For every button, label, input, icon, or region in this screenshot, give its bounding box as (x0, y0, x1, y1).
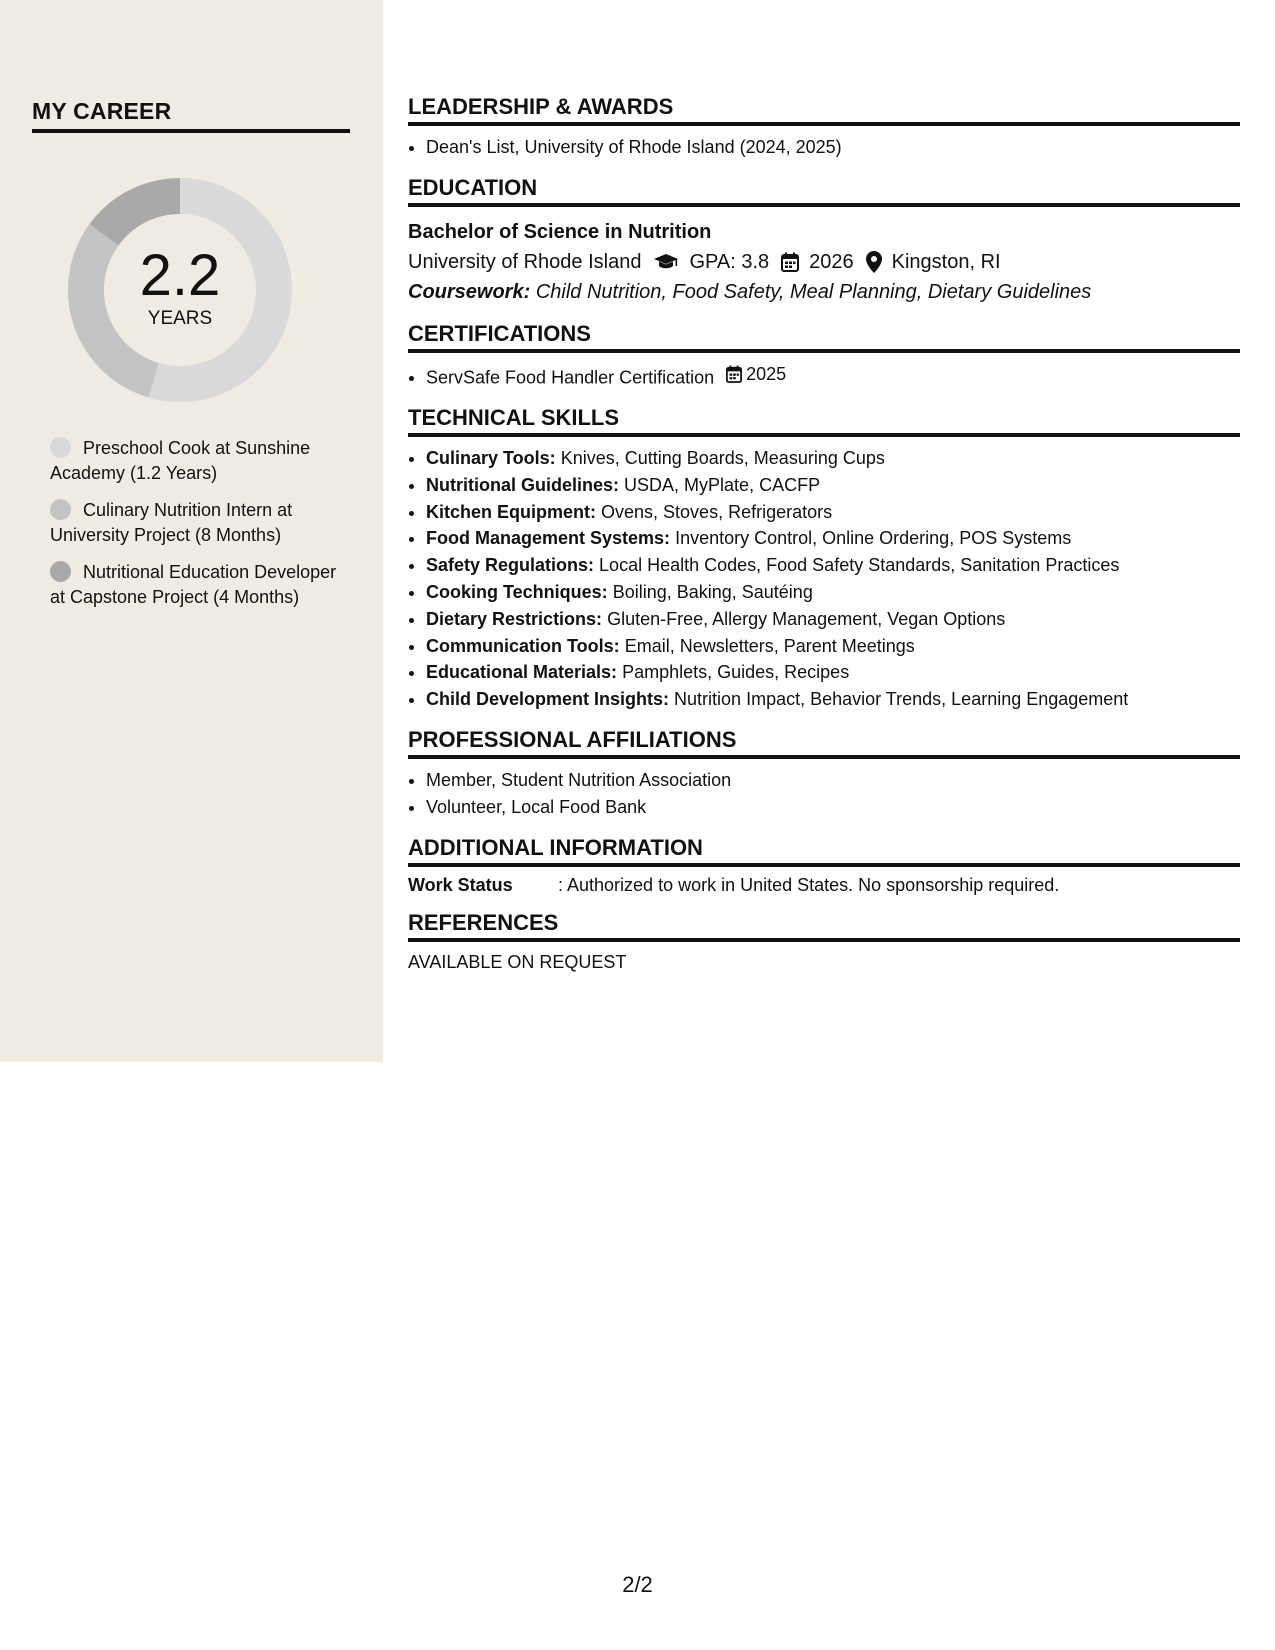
coursework-label: Coursework: (408, 280, 531, 303)
list-item: • Member, Student Nutrition Association (426, 767, 1240, 794)
legend-dot-icon (50, 499, 71, 520)
work-status-row (408, 875, 1240, 896)
skill-value: USDA, MyPlate, CACFP (624, 474, 821, 495)
list-item: • Volunteer, Local Food Bank (426, 794, 1240, 821)
graduation-year: 2026 (809, 250, 854, 273)
certification-name: ServSafe Food Handler Certification (426, 367, 715, 388)
section-title: TECHNICAL SKILLS (408, 405, 1240, 437)
section-title: REFERENCES (408, 910, 1240, 942)
work-status-value: : Authorized to work in United States. No sponsorship required. (558, 874, 1060, 895)
skill-label: Culinary Tools: (426, 447, 556, 468)
additional-section (408, 835, 1240, 896)
skills-list (408, 445, 1240, 713)
section-title: LEADERSHIP & AWARDS (408, 94, 1240, 126)
calendar-icon (781, 252, 799, 272)
career-item (50, 498, 340, 548)
gpa: GPA: 3.8 (689, 250, 770, 273)
skill-item (426, 552, 1240, 579)
list-item: • Dean's List, University of Rhode Island (2024, 2025) (426, 134, 1240, 161)
skill-label: Dietary Restrictions: (426, 608, 603, 629)
career-item-label: Preschool Cook at Sunshine Academy (1.2 Years) (50, 438, 311, 483)
skill-value: Inventory Control, Online Ordering, POS Systems (675, 528, 1072, 549)
certification-year-wrap (726, 361, 786, 388)
certifications-section (408, 321, 1240, 391)
skill-item (426, 499, 1240, 526)
affiliations-section (408, 727, 1240, 821)
skill-label: Cooking Techniques: (426, 581, 608, 602)
skill-label: Child Development Insights: (426, 689, 670, 710)
skill-item (426, 633, 1240, 660)
skill-value: Gluten-Free, Allergy Management, Vegan Options (607, 608, 1006, 629)
skill-value: Knives, Cutting Boards, Measuring Cups (560, 447, 885, 468)
skill-label: Food Management Systems: (426, 528, 671, 549)
legend-dot-icon (50, 437, 71, 458)
leadership-list (408, 134, 1240, 161)
skill-item (426, 445, 1240, 472)
skill-value: Local Health Codes, Food Safety Standards, Sanitation Practices (599, 555, 1120, 576)
calendar-icon (726, 365, 742, 383)
coursework-value: Child Nutrition, Food Safety, Meal Planning, Dietary Guidelines (535, 280, 1092, 303)
career-item (50, 436, 340, 486)
education-section (408, 175, 1240, 307)
map-pin-icon (866, 251, 882, 273)
main-content (408, 94, 1240, 987)
skill-label: Nutritional Guidelines: (426, 474, 620, 495)
references-text: AVAILABLE ON REQUEST (408, 951, 627, 972)
career-item-label: Culinary Nutrition Intern at University Project (8 Months) (50, 500, 293, 545)
list-item (426, 361, 1240, 391)
skill-value: Pamphlets, Guides, Recipes (622, 662, 850, 683)
coursework (408, 277, 1240, 307)
legend-dot-icon (50, 561, 71, 582)
skill-value: Boiling, Baking, Sautéing (612, 581, 813, 602)
sidebar (0, 0, 383, 1062)
skill-value: Nutrition Impact, Behavior Trends, Learning Engagement (674, 689, 1129, 710)
donut-center (66, 176, 294, 404)
skill-item (426, 579, 1240, 606)
career-item (50, 560, 340, 610)
section-title: EDUCATION (408, 175, 1240, 207)
section-title: ADDITIONAL INFORMATION (408, 835, 1240, 867)
skill-item (426, 606, 1240, 633)
total-years-unit: YEARS (147, 308, 213, 329)
skill-item (426, 472, 1240, 499)
certification-year: 2025 (746, 363, 787, 384)
skill-label: Educational Materials: (426, 662, 618, 683)
location: Kingston, RI (891, 250, 1001, 273)
work-status-label: Work Status (408, 874, 513, 895)
section-title: PROFESSIONAL AFFILIATIONS (408, 727, 1240, 759)
skill-item (426, 659, 1240, 686)
career-title: MY CAREER (32, 98, 350, 133)
career-item-label: Nutritional Education Developer at Capstone Project (4 Months) (50, 562, 337, 607)
skill-label: Communication Tools: (426, 635, 620, 656)
skill-label: Kitchen Equipment: (426, 501, 596, 522)
skills-section (408, 405, 1240, 713)
page-number: 2/2 (622, 1572, 653, 1597)
skill-value: Ovens, Stoves, Refrigerators (601, 501, 833, 522)
certifications-list (408, 361, 1240, 391)
education-details (408, 247, 1240, 277)
section-title: CERTIFICATIONS (408, 321, 1240, 353)
graduation-cap-icon (653, 253, 679, 271)
skill-value: Email, Newsletters, Parent Meetings (624, 635, 915, 656)
school-name: University of Rhode Island (408, 250, 642, 273)
career-list (50, 436, 340, 622)
degree: Bachelor of Science in Nutrition (408, 220, 712, 243)
references-section (408, 910, 1240, 973)
skill-item (426, 686, 1240, 713)
affiliations-list (408, 767, 1240, 821)
total-years-value: 2.2 (139, 243, 221, 308)
skill-label: Safety Regulations: (426, 555, 595, 576)
leadership-section (408, 94, 1240, 161)
skill-item (426, 525, 1240, 552)
